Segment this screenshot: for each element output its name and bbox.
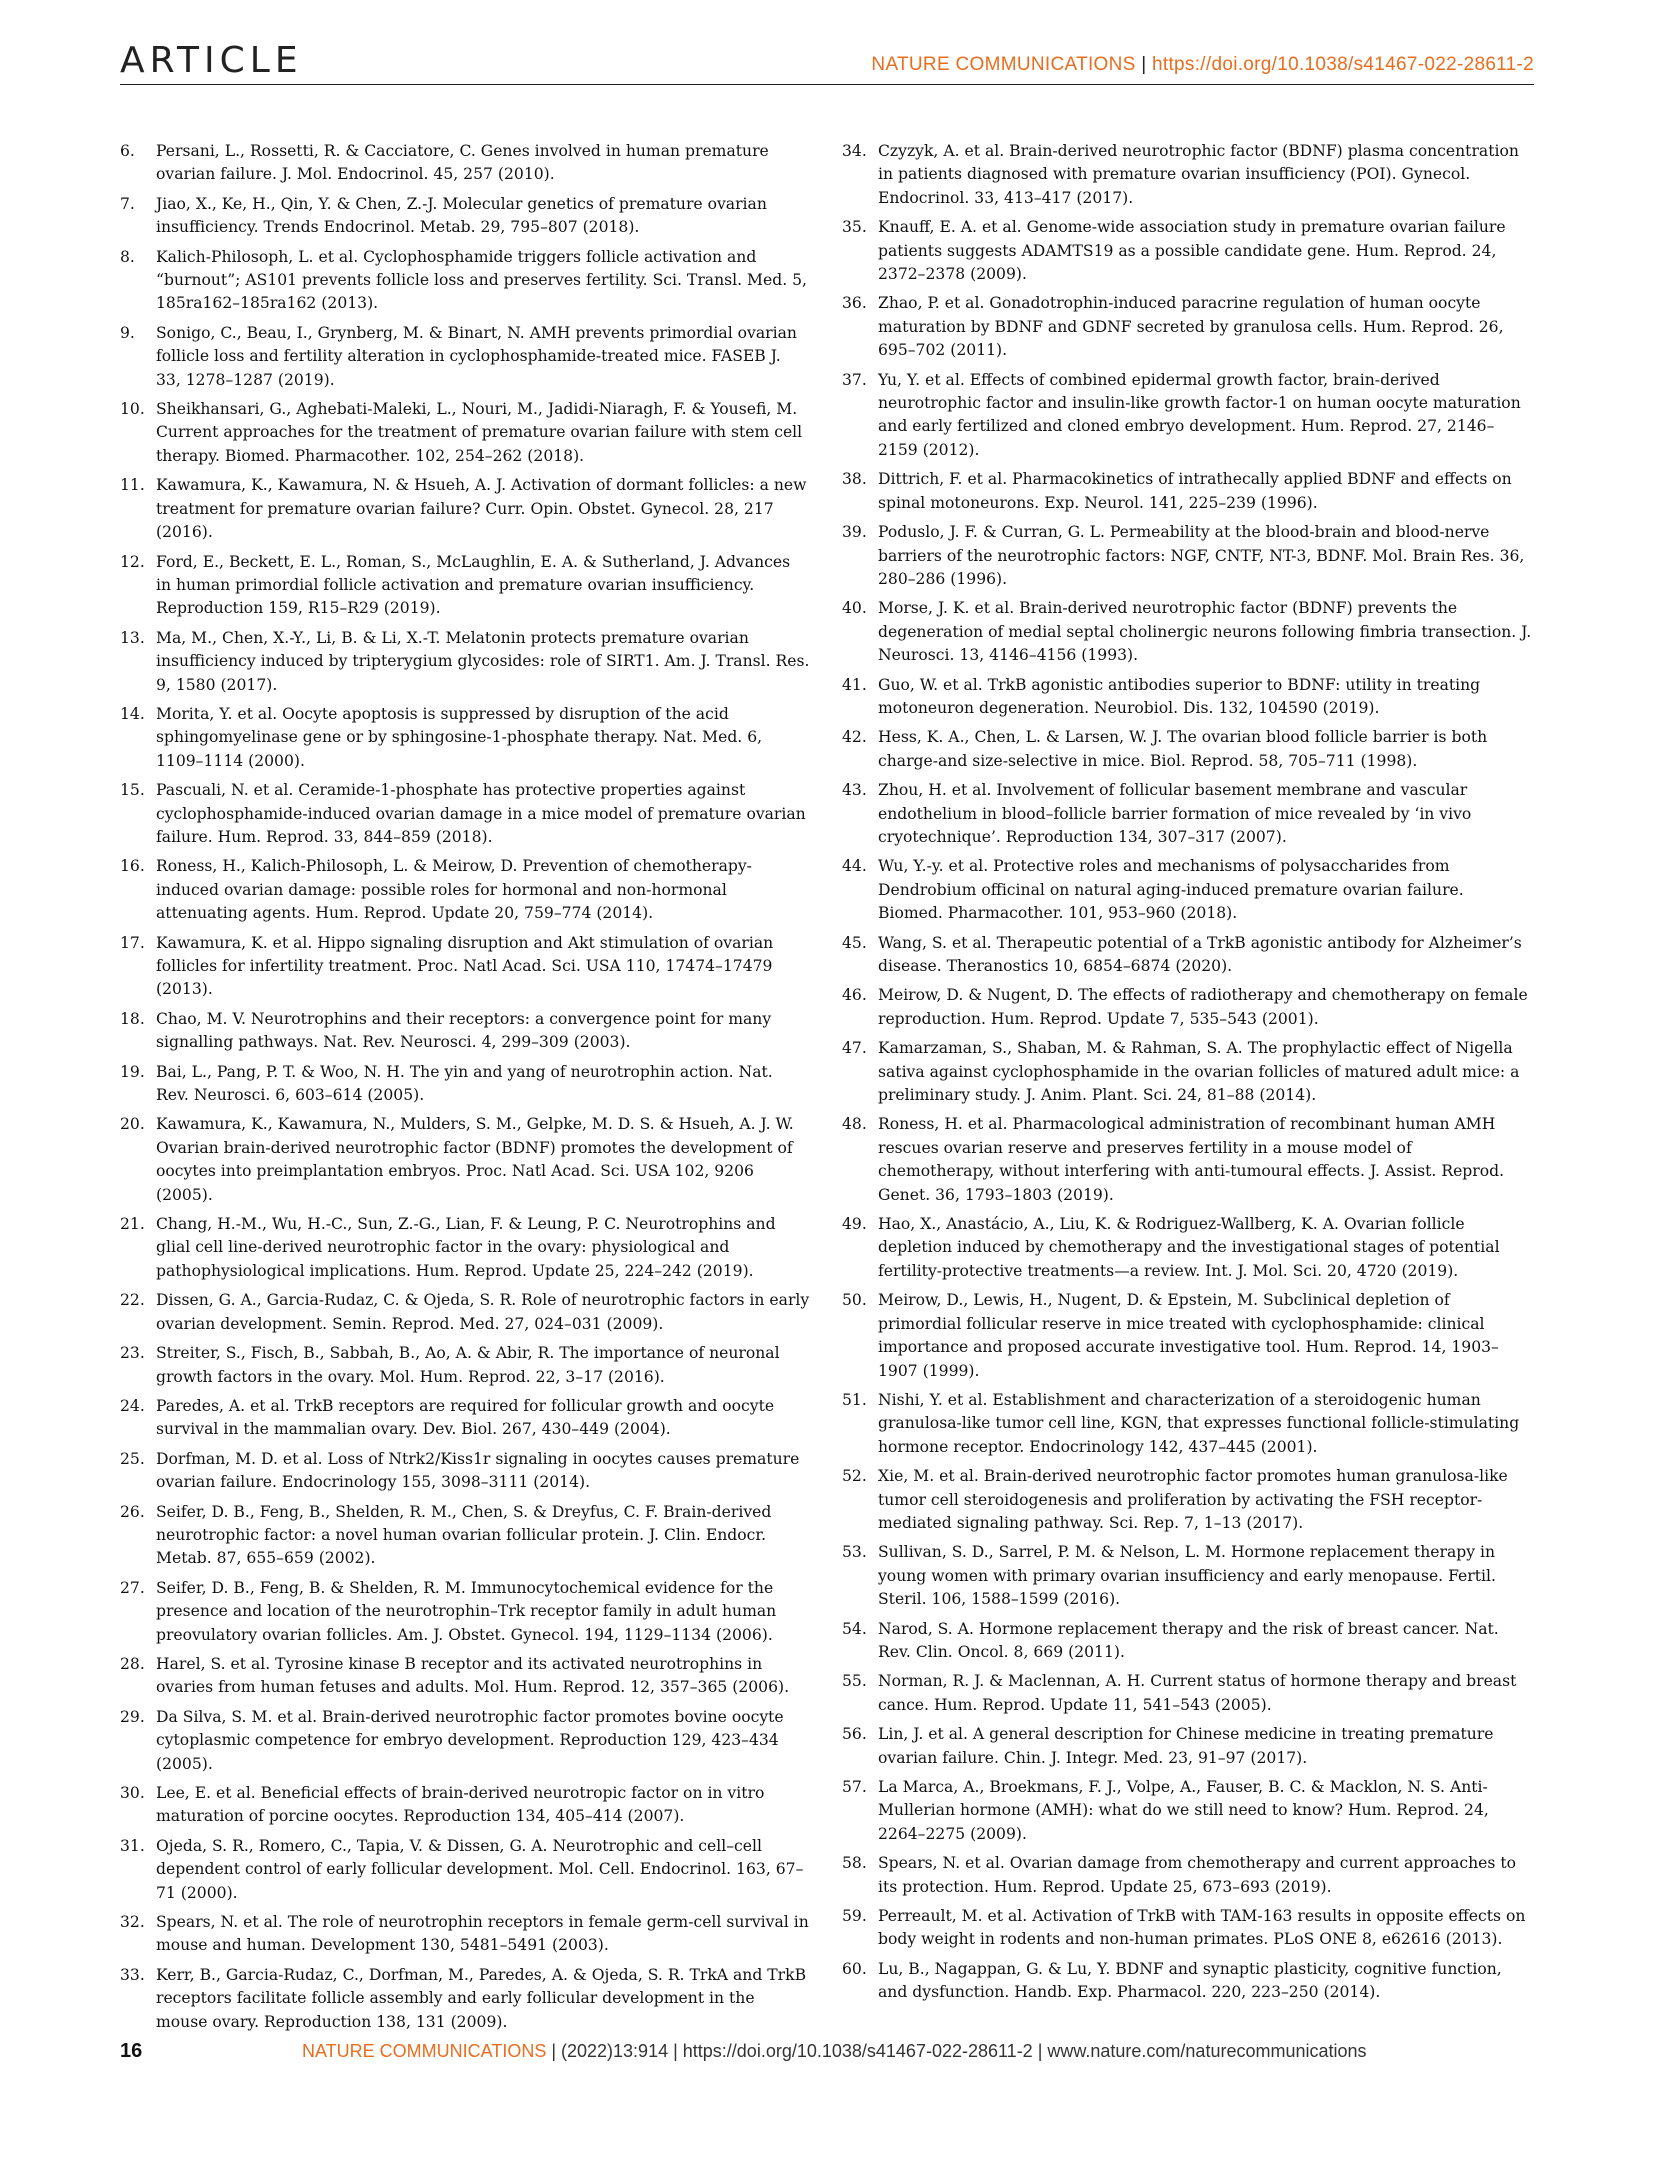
reference-text: Meirow, D. & Nugent, D. The effects of radiotherapy and chemotherapy on female reproduction. Hum. Reprod. Update 7, 535–543 (2001). [878,986,1528,1028]
reference-item [842,1289,1532,1383]
reference-text: Perreault, M. et al. Activation of TrkB with TAM-163 results in opposite effects on body weight in rodents and non-human primates. PLoS ONE 8, e62616 (2013). [878,1907,1526,1949]
reference-text: Poduslo, J. F. & Curran, G. L. Permeability at the blood-brain and blood-nerve barriers of the neurotrophic factors: NGF, CNTF, NT-3, BDNF. Mol. Brain Res. 36, 280–286 (1996). [878,523,1525,588]
header-journal-reference [871,54,1534,76]
reference-item [120,246,810,316]
reference-text: Harel, S. et al. Tyrosine kinase B receptor and its activated neurotrophins in ovaries from human fetuses and adults. Mol. Hum. Reprod. 12, 357–365 (2006). [156,1654,790,1697]
reference-text: Da Silva, S. M. et al. Brain-derived neurotrophic factor promotes bovine oocyte cytoplasmic competence for embryo development. Reproduction 129, 423–434 (2005). [156,1707,784,1773]
reference-item [842,1113,1532,1207]
reference-number: 9. [120,323,135,342]
reference-number: 38. [842,470,867,489]
reference-text: Zhou, H. et al. Involvement of follicular basement membrane and vascular endothelium in blood–follicle barrier formation of mice revealed by ‘in vivo cryotechnique’. Reproduction 134, 307–317 (2007). [878,781,1472,846]
reference-item [842,1958,1532,2005]
reference-number: 52. [842,1467,867,1486]
reference-text: Chang, H.-M., Wu, H.-C., Sun, Z.-G., Lian, F. & Leung, P. C. Neurotrophins and glial cell line-derived neurotrophic factor in the ovary: physiological and pathophysiological implications. Hum. Reprod. Update 25, 224–242 (2019). [156,1215,776,1280]
reference-number: 37. [842,370,867,389]
reference-text: Lee, E. et al. Beneficial effects of brain-derived neurotropic factor on in vitro maturation of porcine oocytes. Reproduction 134, 405–414 (2007). [156,1784,765,1826]
reference-number: 8. [120,247,135,266]
reference-text: Dissen, G. A., Garcia-Rudaz, C. & Ojeda, S. R. Role of neurotrophic factors in early ovarian development. Semin. Reprod. Med. 27, 024–031 (2009). [156,1291,810,1333]
reference-number: 39. [842,523,867,542]
reference-text: Chao, M. V. Neurotrophins and their receptors: a convergence point for many signalling pathways. Nat. Rev. Neurosci. 4, 299–309 (2003). [156,1009,772,1052]
reference-number: 36. [842,294,867,313]
reference-number: 41. [842,675,867,694]
footer-citation-text[interactable]: | (2022)13:914 | https://doi.org/10.1038/s41467-022-28611-2 | www.nature.com/naturecommunications [546,2041,1367,2061]
reference-text: Xie, M. et al. Brain-derived neurotrophic factor promotes human granulosa-like tumor cell steroidogenesis and proliferation by activating the FSH receptor-mediated signaling pathway. Sci. Rep. 7, 1–13 (2017). [878,1467,1508,1532]
reference-item [842,726,1532,773]
reference-text: Morse, J. K. et al. Brain-derived neurotrophic factor (BDNF) prevents the degeneration of medial septal cholinergic neurons following fimbria transection. J. Neurosci. 13, 4146–4156 (1993). [878,599,1532,665]
reference-item [120,1448,810,1495]
reference-number: 35. [842,218,867,237]
reference-item [120,1835,810,1905]
reference-item [120,551,810,621]
reference-item [120,140,810,187]
reference-text: Ojeda, S. R., Romero, C., Tapia, V. & Dissen, G. A. Neurotrophic and cell–cell dependent control of early follicular development. Mol. Cell. Endocrinol. 163, 67–71 (2000). [156,1836,804,1902]
reference-item [120,1395,810,1442]
reference-text: Streiter, S., Fisch, B., Sabbah, B., Ao, A. & Abir, R. The importance of neuronal growth factors in the ovary. Mol. Hum. Reprod. 22, 3–17 (2016). [156,1344,780,1386]
reference-text: Norman, R. J. & Maclennan, A. H. Current status of hormone therapy and breast cance. Hum. Reprod. Update 11, 541–543 (2005). [878,1672,1517,1714]
reference-text: Wang, S. et al. Therapeutic potential of a TrkB agonistic antibody for Alzheimer’s disease. Theranostics 10, 6854–6874 (2020). [878,933,1522,975]
footer-journal-name: NATURE COMMUNICATIONS [302,2041,547,2061]
reference-item [120,193,810,240]
reference-item [120,1964,810,2034]
reference-text: Lu, B., Nagappan, G. & Lu, Y. BDNF and synaptic plasticity, cognitive function, and dysfunction. Handb. Exp. Pharmacol. 220, 223–250 (2014). [878,1959,1502,2002]
reference-text: Seifer, D. B., Feng, B. & Shelden, R. M. Immunocytochemical evidence for the presence and location of the neurotrophin–Trk receptor family in adult human preovulatory ovarian follicles. Am. J. Obstet. Gynecol. 194, 1129–1134 (2006). [156,1578,777,1644]
reference-text: Narod, S. A. Hormone replacement therapy and the risk of breast cancer. Nat. Rev. Clin. Oncol. 8, 669 (2011). [878,1619,1499,1661]
reference-text: Zhao, P. et al. Gonadotrophin-induced paracrine regulation of human oocyte maturation by BDNF and GDNF secreted by granulosa cells. Hum. Reprod. 26, 695–702 (2011). [878,294,1504,360]
reference-text: Sullivan, S. D., Sarrel, P. M. & Nelson, L. M. Hormone replacement therapy in young women with primary ovarian insufficiency and early menopause. Fertil. Steril. 106, 1588–1599 (2016). [878,1543,1496,1609]
reference-text: Ford, E., Beckett, E. L., Roman, S., McLaughlin, E. A. & Sutherland, J. Advances in human primordial follicle activation and premature ovarian insufficiency. Reproduction 159, R15–R29 (2019). [156,552,791,618]
page-footer [120,2040,1534,2064]
reference-number: 31. [120,1836,145,1855]
page-number: 16 [120,2040,143,2062]
reference-number: 30. [120,1784,145,1802]
reference-text: Ma, M., Chen, X.-Y., Li, B. & Li, X.-T. Melatonin protects premature ovarian insufficiency induced by tripterygium glycosides: role of SIRT1. Am. J. Transl. Res. 9, 1580 (2017). [156,628,810,694]
reference-number: 19. [120,1062,145,1081]
reference-item [842,468,1532,515]
reference-number: 13. [120,628,145,647]
reference-item [120,322,810,392]
reference-text: Kawamura, K., Kawamura, N. & Hsueh, A. J. Activation of dormant follicles: a new treatment for premature ovarian failure? Curr. Opin. Obstet. Gynecol. 28, 217 (2016). [156,476,807,542]
reference-number: 57. [842,1778,867,1796]
reference-text: Kamarzaman, S., Shaban, M. & Rahman, S. A. The prophylactic effect of Nigella sativa against cyclophosphamide in the ovarian follicles of matured adult mice: a preliminary study. J. Anim. Plant. Sci. 24, 81–88 (2014). [878,1039,1520,1105]
reference-number: 27. [120,1578,145,1597]
reference-item [120,1008,810,1055]
article-label: ARTICLE [120,40,303,81]
reference-number: 49. [842,1215,867,1234]
reference-item [120,1911,810,1958]
reference-item [842,984,1532,1031]
reference-number: 18. [120,1009,145,1028]
reference-text: Dittrich, F. et al. Pharmacokinetics of intrathecally applied BDNF and effects on spinal motoneurons. Exp. Neurol. 141, 225–239 (1996). [878,470,1512,512]
reference-number: 55. [842,1672,867,1691]
reference-number: 42. [842,728,867,747]
reference-text: Sonigo, C., Beau, I., Grynberg, M. & Binart, N. AMH prevents primordial ovarian follicle loss and fertility alteration in cyclophosphamide-treated mice. FASEB J. 33, 1278–1287 (2019). [156,323,797,389]
reference-item [842,1905,1532,1952]
reference-number: 60. [842,1959,867,1978]
reference-item [842,932,1532,979]
reference-text: Sheikhansari, G., Aghebati-Maleki, L., Nouri, M., Jadidi-Niaragh, F. & Yousefi, M. Current approaches for the treatment of premature ovarian failure with stem cell therapy. Biomed. Pharmacother. 102, 254–262 (2018). [156,400,803,465]
reference-item [842,1037,1532,1107]
reference-number: 14. [120,704,145,723]
reference-text: Dorfman, M. D. et al. Loss of Ntrk2/Kiss1r signaling in oocytes causes premature ovarian failure. Endocrinology 155, 3098–3111 (2014). [156,1449,800,1492]
footer-citation [302,2041,1367,2062]
reference-item [842,1776,1532,1846]
reference-item [120,627,810,697]
header-journal-name: NATURE COMMUNICATIONS [871,54,1136,75]
reference-number: 12. [120,552,145,571]
reference-text: Meirow, D., Lewis, H., Nugent, D. & Epstein, M. Subclinical depletion of primordial follicular reserve in mice treated with cyclophosphamide: clinical importance and proposed accurate investigative tool. Hum. Reprod. 14, 1903–1907 (1999). [878,1291,1499,1380]
reference-number: 24. [120,1396,145,1415]
reference-number: 59. [842,1907,867,1926]
reference-number: 48. [842,1115,867,1134]
reference-text: Czyzyk, A. et al. Brain-derived neurotrophic factor (BDNF) plasma concentration in patients diagnosed with premature ovarian insufficiency (POI). Gynecol. Endocrinol. 33, 413–417 (2017). [878,142,1519,207]
reference-number: 6. [120,142,135,160]
reference-number: 28. [120,1654,145,1673]
reference-number: 44. [842,857,867,876]
reference-item [842,140,1532,210]
reference-number: 51. [842,1390,867,1409]
reference-text: Nishi, Y. et al. Establishment and characterization of a steroidogenic human granulosa-like tumor cell line, KGN, that expresses functional follicle-stimulating hormone receptor. Endocrinology 142, 437–445 (2001). [878,1390,1520,1456]
reference-text: Wu, Y.-y. et al. Protective roles and mechanisms of polysaccharides from Dendrobium officinal on natural aging-induced premature ovarian failure. Biomed. Pharmacother. 101, 953–960 (2018). [878,857,1464,923]
reference-number: 22. [120,1291,145,1310]
reference-text: Jiao, X., Ke, H., Qin, Y. & Chen, Z.-J. Molecular genetics of premature ovarian insufficiency. Trends Endocrinol. Metab. 29, 795–807 (2018). [156,194,767,237]
reference-number: 56. [842,1725,867,1744]
reference-number: 23. [120,1344,145,1363]
reference-item [120,1501,810,1571]
reference-item [842,216,1532,286]
reference-item [842,779,1532,849]
reference-number: 46. [842,986,867,1005]
reference-item [842,674,1532,721]
references-column-right [842,140,1532,2011]
reference-text: Seifer, D. B., Feng, B., Shelden, R. M., Chen, S. & Dreyfus, C. F. Brain-derived neurotrophic factor: a novel human ovarian follicular protein. J. Clin. Endocr. Metab. 87, 655–659 (2002). [156,1502,772,1568]
reference-number: 29. [120,1707,145,1726]
reference-item [842,1670,1532,1717]
reference-text: Kalich-Philosoph, L. et al. Cyclophosphamide triggers follicle activation and “burnout”; AS101 prevents follicle loss and preserves fertility. Sci. Transl. Med. 5, 185ra162–185ra162 (2013). [156,247,807,313]
reference-item [842,597,1532,667]
reference-number: 26. [120,1502,145,1521]
page-header [120,40,1534,85]
reference-text: Morita, Y. et al. Oocyte apoptosis is suppressed by disruption of the acid sphingomyelinase gene or by sphingosine-1-phosphate therapy. Nat. Med. 6, 1109–1114 (2000). [156,704,763,770]
reference-item [120,1706,810,1776]
reference-item [120,398,810,468]
reference-item [120,1653,810,1700]
reference-number: 34. [842,142,867,160]
reference-text: Lin, J. et al. A general description for Chinese medicine in treating premature ovarian failure. Chin. J. Integr. Med. 23, 91–97 (2017). [878,1725,1494,1767]
reference-item [120,1289,810,1336]
reference-number: 16. [120,857,145,876]
reference-number: 50. [842,1291,867,1310]
header-doi-link[interactable]: https://doi.org/10.1038/s41467-022-28611-2 [1152,54,1534,75]
reference-text: Roness, H. et al. Pharmacological administration of recombinant human AMH rescues ovarian reserve and preserves fertility in a mouse model of chemotherapy, without interfering with anti-tumoural effects. J. Assist. Reprod. Genet. 36, 1793–1803 (2019). [878,1115,1505,1204]
reference-item [120,1342,810,1389]
reference-item [120,1213,810,1283]
reference-item [120,474,810,544]
reference-item [842,521,1532,591]
reference-text: Guo, W. et al. TrkB agonistic antibodies superior to BDNF: utility in treating motoneuron degeneration. Neurobiol. Dis. 132, 104590 (2019). [878,675,1481,717]
reference-item [842,1465,1532,1535]
reference-number: 47. [842,1039,867,1058]
reference-number: 17. [120,933,145,952]
reference-text: Spears, N. et al. Ovarian damage from chemotherapy and current approaches to its protection. Hum. Reprod. Update 25, 673–693 (2019). [878,1854,1516,1896]
reference-item [120,779,810,849]
reference-number: 32. [120,1913,145,1932]
reference-number: 15. [120,781,145,800]
header-separator: | [1135,54,1153,75]
reference-text: Hess, K. A., Chen, L. & Larsen, W. J. The ovarian blood follicle barrier is both charge-and size-selective in mice. Biol. Reprod. 58, 705–711 (1998). [878,728,1488,770]
reference-text: La Marca, A., Broekmans, F. J., Volpe, A., Fauser, B. C. & Macklon, N. S. Anti-Mullerian hormone (AMH): what do we still need to know? Hum. Reprod. 24, 2264–2275 (2009). [878,1778,1489,1843]
reference-text: Yu, Y. et al. Effects of combined epidermal growth factor, brain-derived neurotrophic factor and insulin-like growth factor-1 on human oocyte maturation and early fertilized and cloned embryo development. Hum. Reprod. 27, 2146–2159 (2012). [878,370,1521,459]
reference-number: 54. [842,1619,867,1638]
reference-item [120,932,810,1002]
reference-text: Persani, L., Rossetti, R. & Cacciatore, C. Genes involved in human premature ovarian failure. J. Mol. Endocrinol. 45, 257 (2010). [156,142,769,184]
reference-item [842,1723,1532,1770]
reference-text: Kawamura, K., Kawamura, N., Mulders, S. M., Gelpke, M. D. S. & Hsueh, A. J. W. Ovarian brain-derived neurotrophic factor (BDNF) promotes the development of oocytes into preimplantation embryos. Proc. Natl Acad. Sci. USA 102, 9206 (2005). [156,1115,794,1204]
reference-text: Kerr, B., Garcia-Rudaz, C., Dorfman, M., Paredes, A. & Ojeda, S. R. TrkA and TrkB receptors facilitate follicle assembly and early follicular development in the mouse ovary. Reproduction 138, 131 (2009). [156,1965,807,2031]
reference-text: Kawamura, K. et al. Hippo signaling disruption and Akt stimulation of ovarian follicles for infertility treatment. Proc. Natl Acad. Sci. USA 110, 17474–17479 (2013). [156,933,774,999]
reference-text: Paredes, A. et al. TrkB receptors are required for follicular growth and oocyte survival in the mammalian ovary. Dev. Biol. 267, 430–449 (2004). [156,1396,775,1439]
reference-number: 58. [842,1854,867,1873]
references-column-left [120,140,810,2040]
reference-number: 43. [842,781,867,800]
reference-number: 25. [120,1449,145,1468]
reference-text: Pascuali, N. et al. Ceramide-1-phosphate has protective properties against cyclophosphamide-induced ovarian damage in a mice model of premature ovarian failure. Hum. Reprod. 33, 844–859 (2018). [156,781,806,846]
reference-item [842,1213,1532,1283]
reference-item [120,1577,810,1647]
reference-number: 10. [120,400,145,419]
reference-text: Hao, X., Anastácio, A., Liu, K. & Rodriguez-Wallberg, K. A. Ovarian follicle depletion induced by chemotherapy and the investigational stages of potential fertility-protective treatments—a review. Int. J. Mol. Sci. 20, 4720 (2019). [878,1215,1500,1280]
reference-number: 20. [120,1115,145,1134]
reference-number: 21. [120,1215,145,1234]
reference-item [842,1389,1532,1459]
reference-text: Roness, H., Kalich-Philosoph, L. & Meirow, D. Prevention of chemotherapy-induced ovarian damage: possible roles for hormonal and non-hormonal attenuating agents. Hum. Reprod. Update 20, 759–774 (2014). [156,857,752,923]
reference-item [120,855,810,925]
reference-text: Knauff, E. A. et al. Genome-wide association study in premature ovarian failure patients suggests ADAMTS19 as a possible candidate gene. Hum. Reprod. 24, 2372–2378 (2009). [878,218,1506,284]
reference-number: 53. [842,1543,867,1562]
reference-item [842,1618,1532,1665]
reference-item [120,703,810,773]
reference-number: 40. [842,599,867,618]
reference-item [842,855,1532,925]
reference-item [842,1541,1532,1611]
reference-number: 33. [120,1965,145,1984]
reference-item [120,1061,810,1108]
reference-item [842,292,1532,362]
reference-number: 11. [120,476,145,495]
reference-item [842,369,1532,463]
reference-item [120,1782,810,1829]
reference-item [842,1852,1532,1899]
reference-number: 45. [842,933,867,952]
reference-number: 7. [120,194,135,213]
reference-item [120,1113,810,1207]
reference-text: Spears, N. et al. The role of neurotrophin receptors in female germ-cell survival in mouse and human. Development 130, 5481–5491 (2003). [156,1913,809,1955]
reference-text: Bai, L., Pang, P. T. & Woo, N. H. The yin and yang of neurotrophin action. Nat. Rev. Neurosci. 6, 603–614 (2005). [156,1062,773,1105]
